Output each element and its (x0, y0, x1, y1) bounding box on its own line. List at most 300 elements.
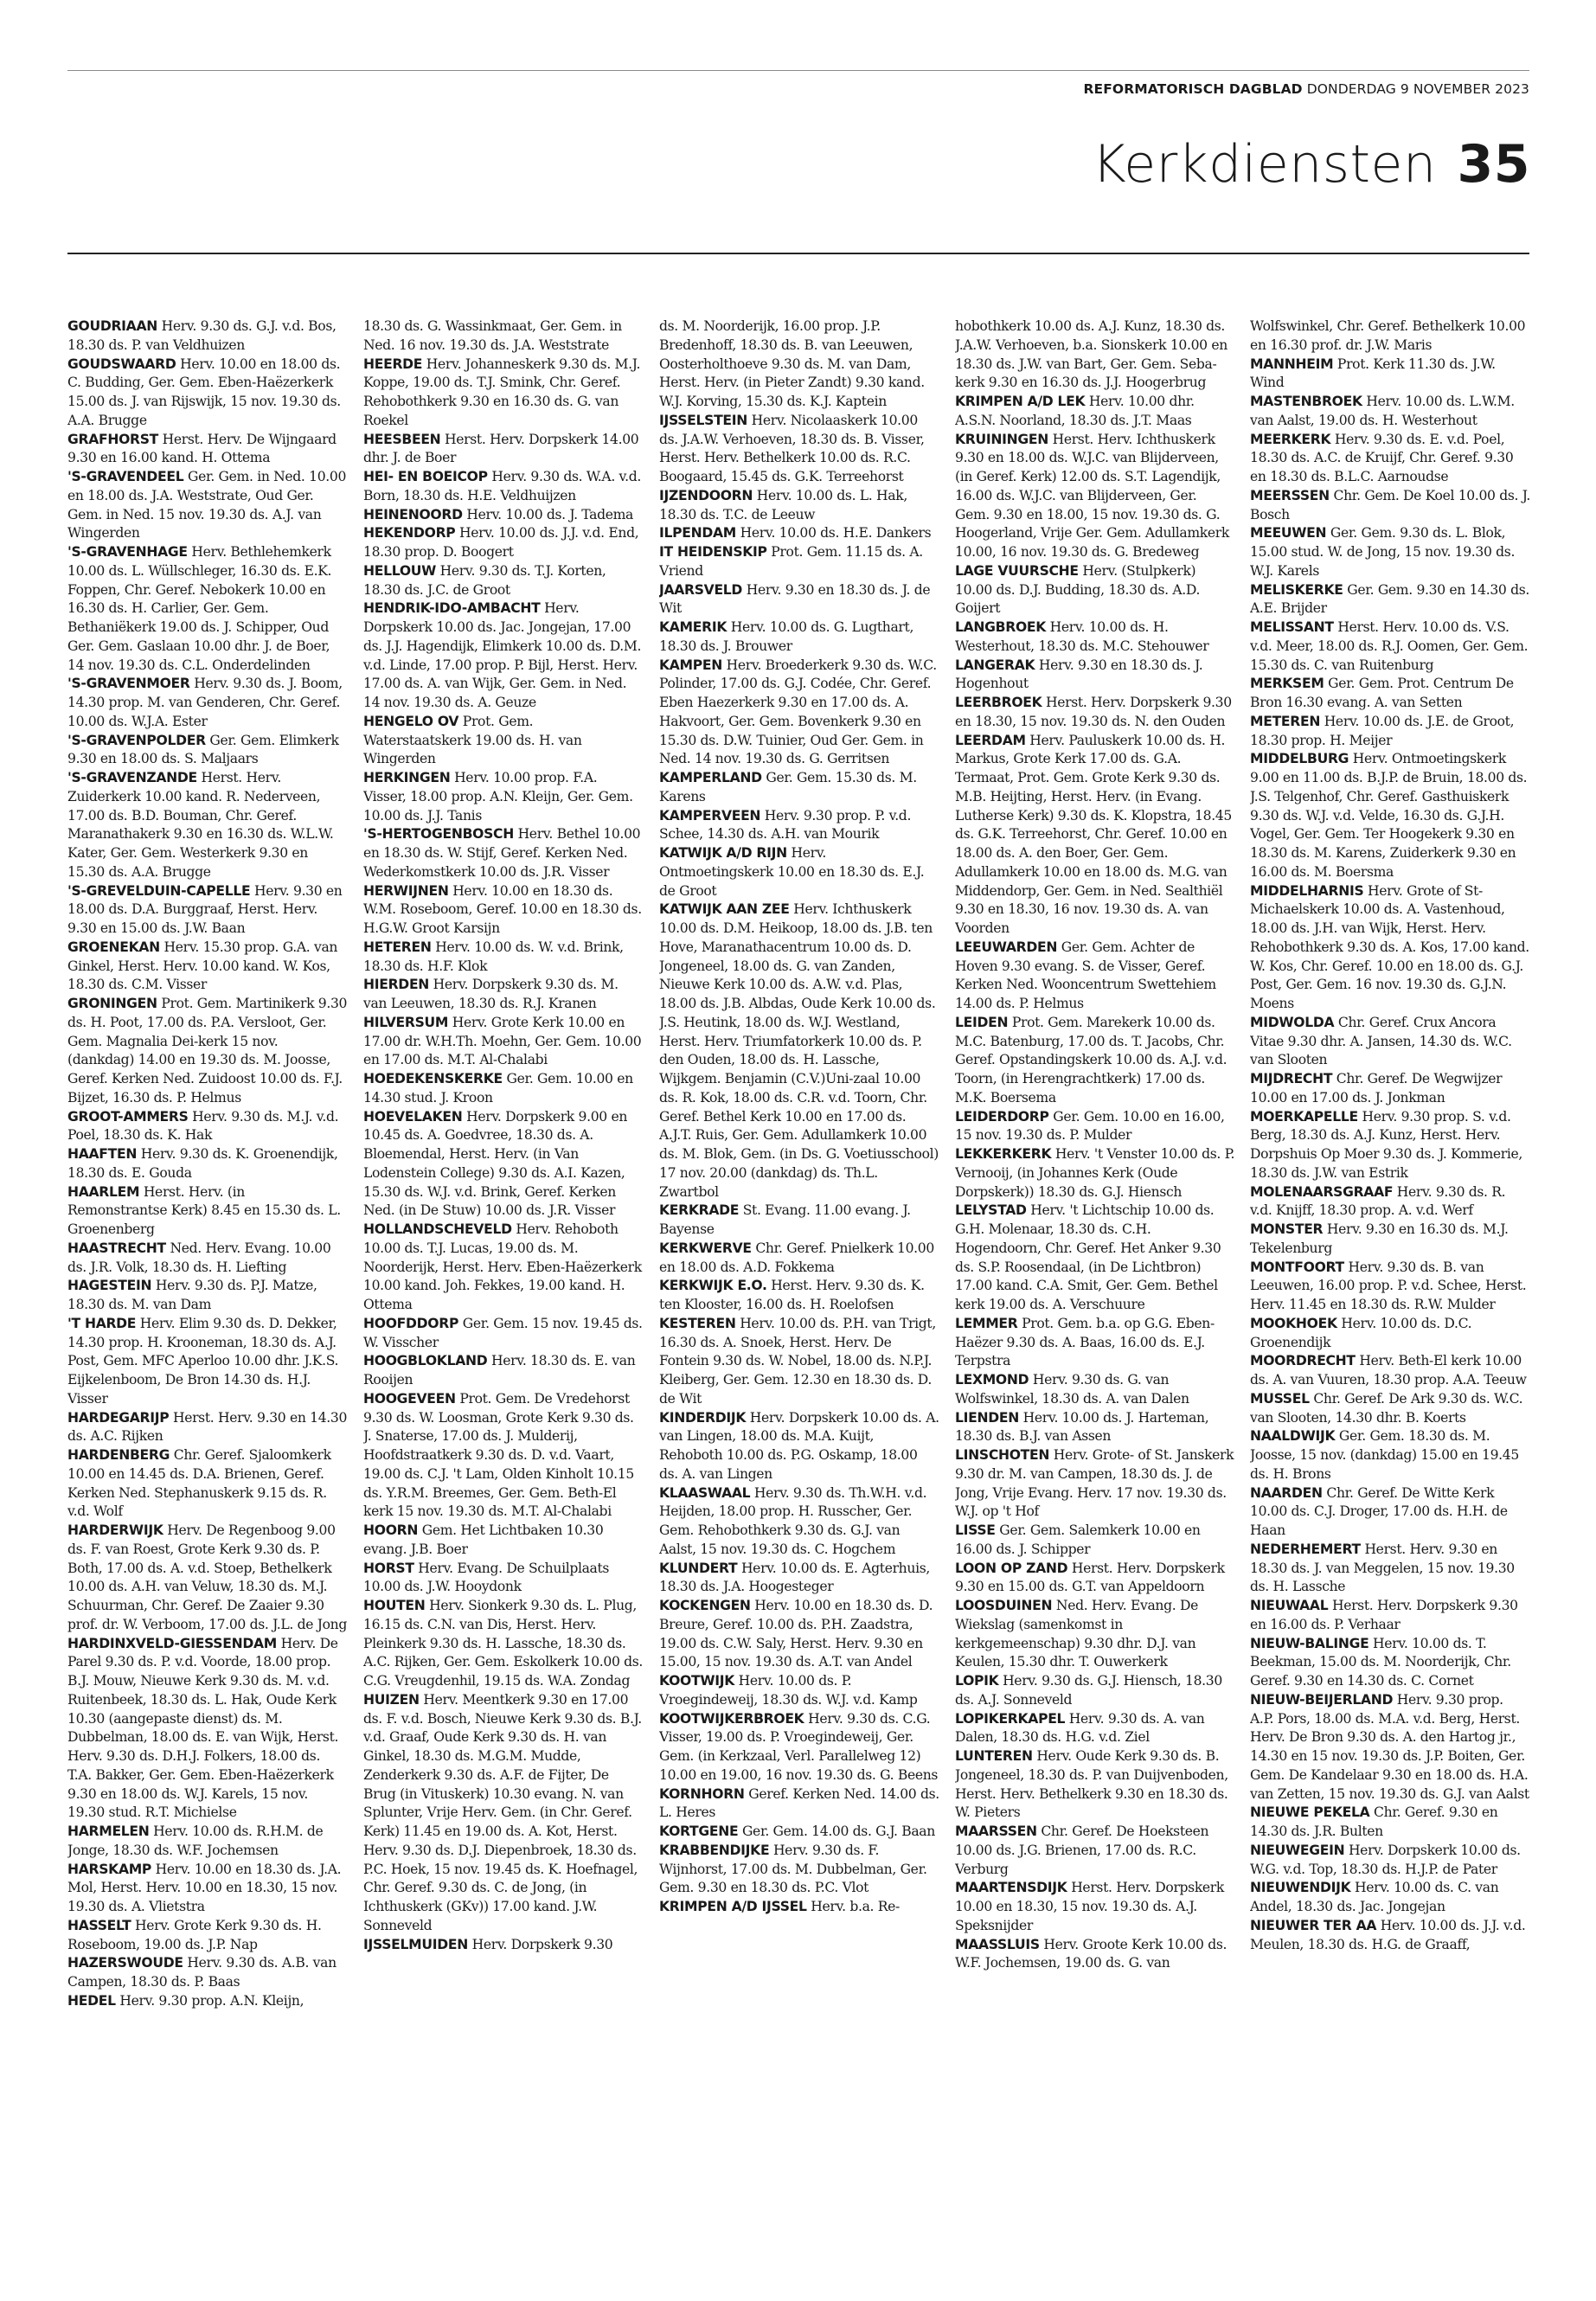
listing-details: Herv. 10.00 ds. E. Agterhuis, 18.30 ds. J.A. Hoogesteger (659, 1560, 930, 1595)
listing-entry (1250, 1541, 1530, 1597)
listing-place: JAARSVELD (659, 581, 743, 598)
listing-details: Chr. Geref. De Ark 9.30 ds. W.C. van Slooten, 14.30 dhr. B. Koerts (1250, 1390, 1523, 1426)
listing-place: KRABBENDIJKE (659, 1842, 770, 1858)
listing-place: HELLOUW (363, 562, 437, 579)
listing-place: KAMPEN (659, 657, 723, 673)
listing-place: MOOKHOEK (1250, 1315, 1337, 1331)
listing-entry (659, 1409, 939, 1484)
listing-entry (659, 1898, 939, 1917)
listing-entry (67, 1145, 348, 1183)
listing-details: Herv. 9.30 ds. A. van Dalen, 18.30 ds. H.G. v.d. Ziel (955, 1710, 1205, 1746)
listing-details: Prot. Gem. Waterstaatskerk 19.00 ds. H. van Wingerden (363, 713, 582, 767)
listing-place: LEEUWARDEN (955, 939, 1058, 955)
listing-place: MIDWOLDA (1250, 1014, 1335, 1030)
listing-details: Herv. 9.30 ds. A.B. van Campen, 18.30 ds. P. Baas (67, 1955, 337, 1990)
listing-place: LUNTEREN (955, 1748, 1033, 1764)
listing-place: GOUDSWAARD (67, 356, 176, 372)
listing-details: Herst. Herv. Zuiderkerk 10.00 kand. R. Nederveen, 17.00 ds. B.D. Bouman, Chr. Geref. Maranathakerk 9.30 en 16.30 ds. W.L.W. Kater, Ger. Gem. Westerkerk 9.30 en 15.30 ds. A.A. Brugge (67, 770, 334, 880)
listing-details: ds. M. Noorderijk, 16.00 prop. J.P. Bredenhoff, 18.30 ds. B. van Leeuwen, Oosterholthoeve 9.30 ds. M. van Dam, Herst. Herv. (in Pieter Zandt) 9.30 kand. W.J. Korving, 15.30 ds. K.J. Kaptein (659, 318, 925, 409)
listing-details: Herv. 9.30 ds. E. v.d. Poel, 18.30 ds. A.C. de Kruijf, Chr. Geref. 9.30 en 18.30 ds. B.L.C. Aarnoudse (1250, 431, 1514, 484)
listing-entry (363, 713, 644, 769)
listing-entry (1250, 1259, 1530, 1315)
listing-details: Herv. (Stulpkerk) 10.00 ds. D.J. Budding, 18.30 ds. A.D. Goijert (955, 562, 1201, 617)
listing-details: Herv. 9.30 ds. F. Wijnhorst, 17.00 ds. M. Dubbelman, Ger. Gem. 9.30 en 18.30 ds. P.C. Vlot (659, 1842, 927, 1896)
listing-entry (659, 1240, 939, 1278)
listing-details: Herst. Herv. Dorpskerk 10.00 en 18.30, 15 nov. 19.30 ds. A.J. Speksnijder (955, 1880, 1225, 1933)
listing-place: KOOTWIJK (659, 1673, 735, 1689)
listing-details: Herv. Ontmoetingskerk 9.00 en 11.00 ds. B.J.P. de Bruin, 18.00 ds. J.S. Telgenhof, Chr. Geref. Gasthuiskerk 9.30 ds. W.J. v.d. Velde, 16.30 ds. G.J.H. Vogel, Ger. Gem. Ter Hoogekerk 9.30 en 18.30 ds. M. Karens, Zuiderkerk 9.30 en 16.00 ds. M. Boersma (1250, 751, 1528, 880)
listing-entry (1250, 393, 1530, 431)
listing-entry (67, 317, 348, 356)
listing-place: HOUTEN (363, 1598, 426, 1613)
listing-entry (363, 976, 644, 1014)
listing-entry (67, 1240, 348, 1278)
listing-entry (67, 1954, 348, 1992)
listing-details: Ger. Gem. Prot. Centrum De Bron 16.30 evang. A. van Setten (1250, 676, 1514, 710)
listing-details: Herst. Herv. 9.30 en 14.30 ds. A.C. Rijken (67, 1409, 348, 1445)
listing-entry (363, 506, 644, 525)
listing-entry (1250, 356, 1530, 394)
listing-entry (363, 1390, 644, 1522)
listing-place: MOORDRECHT (1250, 1353, 1356, 1369)
listing-place: NEDERHEMERT (1250, 1541, 1361, 1557)
listing-details: Herv. 9.30 ds. G.J. Hiensch, 18.30 ds. A.J. Sonneveld (955, 1673, 1222, 1708)
listing-place: HARDEGARIJP (67, 1409, 170, 1426)
listing-details: Herv. 10.00 ds. R.H.M. de Jonge, 18.30 ds. W.F. Jochemsen (67, 1823, 324, 1858)
listing-entry (363, 1108, 644, 1221)
listing-entry (1250, 1108, 1530, 1183)
listing-entry (659, 1710, 939, 1785)
listing-entry (67, 732, 348, 770)
listing-place: HETEREN (363, 939, 432, 955)
listing-place: KRIMPEN A/D LEK (955, 394, 1086, 409)
listing-place: HERWIJNEN (363, 882, 449, 899)
listing-place: MANNHEIM (1250, 356, 1334, 372)
listing-place: MAARTENSDIJK (955, 1880, 1067, 1896)
listing-entry (67, 1635, 348, 1823)
listing-place: LANGBROEK (955, 619, 1047, 635)
listing-place: MEEUWEN (1250, 525, 1327, 542)
listing-details: Prot. Kerk 11.30 ds. J.W. Wind (1250, 356, 1496, 391)
listing-place: KERKWERVE (659, 1240, 752, 1256)
listing-details: Herst. Herv. De Wijngaard 9.30 en 16.00 kand. H. Ottema (67, 431, 337, 466)
listing-entry (659, 1842, 939, 1898)
listing-place: HUIZEN (363, 1691, 420, 1708)
listing-place: KERKRADE (659, 1202, 740, 1219)
listing-details: Herv. Dorpskerk 10.00 ds. A. van Lingen, 18.00 ds. M.A. Kuijt, Rehoboth 10.00 ds. P.G. Oskamp, 18.00 ds. A. van Lingen (659, 1409, 939, 1482)
listing-entry (659, 807, 939, 845)
listing-entry (955, 562, 1235, 619)
listing-entry (1250, 1804, 1530, 1842)
listing-place: HAZERSWOUDE (67, 1955, 183, 1971)
listing-entry (67, 675, 348, 731)
listing-entry (67, 1183, 348, 1240)
listing-details: Herv. Ontmoetingskerk 10.00 en 18.30 ds. E.J. de Groot (659, 845, 925, 899)
listing-place: NIEUWENDIJK (1250, 1880, 1351, 1896)
listing-details: Wolfswinkel, Chr. Geref. Bethelkerk 10.00 en 16.30 prof. dr. J.W. Maris (1250, 318, 1526, 353)
listing-details: Ger. Gem. Salemkerk 10.00 en 16.00 ds. J. Schipper (955, 1522, 1201, 1557)
listing-entry (1250, 1014, 1530, 1070)
listing-details: Herv. 10.00 ds. P. Vroegindeweij, 18.30 ds. W.J. v.d. Kamp (659, 1673, 918, 1708)
listing-details: Herv. 18.30 ds. E. van Rooijen (363, 1353, 636, 1388)
listing-entry (1250, 487, 1530, 525)
listing-place: GRONINGEN (67, 996, 157, 1011)
listing-details: Herv. De Parel 9.30 ds. P. v.d. Voorde, 18.00 prop. B.J. Mouw, Nieuwe Kerk 9.30 ds. M. v.d. Ruitenbeek, 18.30 ds. L. Hak, Oude Kerk 10.30 (aangepaste dienst) ds. M. Dubbelman, 18.00 ds. E. van Wijk, Herst. Herv. 9.30 ds. D.H.J. Folkers, 18.00 ds. T.A. Bakker, Ger. Gem. Eben-Haëzerkerk 9.30 en 18.00 ds. W.J. Karels, 15 nov. 19.30 stud. R.T. Michielse (67, 1635, 339, 1821)
listing-entry (363, 1560, 644, 1598)
listing-place: MEERSSEN (1250, 487, 1330, 503)
listing-entry (67, 1823, 348, 1861)
listing-place: MELISKERKE (1250, 581, 1343, 598)
listing-details: Gem. Het Lichtbaken 10.30 evang. J.B. Boer (363, 1522, 604, 1557)
listing-details: Herv. 10.00 ds. W. v.d. Brink, 18.30 ds. H.F. Klok (363, 939, 624, 974)
listing-entry (659, 412, 939, 487)
listing-entry (67, 995, 348, 1108)
listing-entry (67, 1108, 348, 1146)
listing-details: St. Evang. 11.00 evang. J. Bayense (659, 1202, 911, 1237)
listing-place: KORTGENE (659, 1823, 739, 1839)
listing-details: Ned. Herv. Evang. De Wiekslag (samenkomst in kerkgemeenschap) 9.30 dhr. D.J. van Keulen, 15.30 dhr. T. Ouwerkerk (955, 1598, 1198, 1670)
listing-entry (67, 1861, 348, 1917)
listing-details: Herv. 9.30 ds. K. Groenendijk, 18.30 ds. E. Gouda (67, 1146, 338, 1181)
listing-details: Herv. 10.00 prop. F.A. Visser, 18.00 prop. A.N. Kleijn, Ger. Gem. 10.00 ds. J.J. Tanis (363, 770, 633, 824)
listing-details: Herv. 9.30 ds. J. Boom, 14.30 prop. M. van Genderen, Chr. Geref. 10.00 ds. W.J.A. Ester (67, 676, 343, 729)
listing-place: KERKWIJK E.O. (659, 1278, 767, 1294)
listing-entry (67, 1992, 348, 2011)
listing-place: NIEUWAAL (1250, 1598, 1329, 1613)
listing-details: Herst. Herv. 10.00 ds. V.S. v.d. Meer, 18.00 ds. R.J. Oomen, Ger. Gem. 15.30 ds. C. van Ruitenburg (1250, 619, 1529, 673)
listing-entry (1250, 1183, 1530, 1221)
listing-entry (659, 769, 939, 807)
listing-place: HEERDE (363, 356, 423, 372)
listing-place: HERKINGEN (363, 770, 451, 785)
listing-entry (363, 562, 644, 600)
listing-place: IT HEIDENSKIP (659, 544, 767, 560)
listing-place: 'S-GRAVENZANDE (67, 770, 197, 785)
listing-entry (955, 619, 1235, 657)
listing-details: Ger. Gem. 9.30 ds. L. Blok, 15.00 stud. W. de Jong, 15 nov. 19.30 ds. W.J. Karels (1250, 525, 1516, 579)
listing-details: Herv. 10.00 ds. P.H. van Trigt, 16.30 ds. A. Snoek, Herst. Herv. De Fontein 9.30 ds. W. Nobel, 18.00 ds. N.P.J. Kleiberg, Ger. Gem. 12.30 en 18.30 ds. D. de Wit (659, 1315, 936, 1407)
listing-place: HIERDEN (363, 977, 430, 993)
listing-entry (1250, 1879, 1530, 1917)
listing-entry (1250, 1635, 1530, 1691)
listing-entry (363, 939, 644, 977)
listing-place: LEKKERKERK (955, 1146, 1052, 1162)
listing-entry (363, 1936, 644, 1955)
listing-entry (1250, 1352, 1530, 1390)
listing-place: 'S-GRAVENHAGE (67, 544, 188, 560)
listing-place: KATWIJK AAN ZEE (659, 901, 790, 918)
listing-entry (659, 524, 939, 543)
listing-entry (1250, 431, 1530, 487)
listing-details: Herv. Dorpskerk 9.00 en 10.45 ds. A. Goedvree, 18.30 ds. A. Bloemendal, Herst. Herv. (in Van Lodenstein College) 9.30 ds. A.I. Kazen, 15.30 ds. W.J. v.d. Brink, Geref. Kerken Ned. (in De Stuw) 10.00 ds. J.R. Visser (363, 1108, 628, 1219)
listing-entry (955, 657, 1235, 695)
listing-entry (363, 1597, 644, 1691)
listing-entry (67, 543, 348, 675)
listing-place: 'S-GRAVENMOER (67, 676, 190, 692)
listing-place: NIEUWE PEKELA (1250, 1804, 1370, 1821)
listing-place: LOOSDUINEN (955, 1598, 1053, 1613)
listing-details: Herv. Dorpskerk 10.00 ds. W.G. v.d. Top, 18.30 ds. H.J.P. de Pater (1250, 1842, 1521, 1877)
listing-entry (659, 844, 939, 901)
listing-entry (1250, 1597, 1530, 1635)
listing-details: Herv. Rehoboth 10.00 ds. T.J. Lucas, 19.00 ds. M. Noorderijk, Herst. Herv. Eben-Haëzerkerk 10.00 kand. Joh. Fekkes, 19.00 kand. H. Ottema (363, 1221, 642, 1312)
listing-place: MEERKERK (1250, 431, 1331, 447)
listing-place: MOERKAPELLE (1250, 1108, 1358, 1125)
listing-details: Ger. Gem. 15 nov. 19.45 ds. W. Visscher (363, 1315, 643, 1350)
section-rule (67, 253, 1529, 254)
masthead (1084, 81, 1529, 97)
listing-entry (1250, 713, 1530, 751)
listing-entry (955, 317, 1235, 393)
listing-entry (955, 1936, 1235, 1974)
listing-entry (363, 825, 644, 881)
listing-details: Herv. 10.00 ds. J.J. v.d. Meulen, 18.30 ds. H.G. de Graaff, (1250, 1917, 1526, 1952)
listing-details: Herv. 9.30 prop. P. v.d. Schee, 14.30 ds. A.H. van Mourik (659, 807, 912, 843)
listing-place: NIEUWEGEIN (1250, 1842, 1345, 1858)
listing-details: Chr. Geref. Pnielkerk 10.00 en 18.00 ds. A.D. Fokkema (659, 1240, 934, 1275)
listing-details: Herv. 10.00 ds. G. Lugthart, 18.30 ds. J. Brouwer (659, 619, 914, 654)
listing-details: Ned. Herv. Evang. 10.00 ds. J.R. Volk, 18.30 ds. H. Liefting (67, 1240, 331, 1275)
listing-place: HARDENBERG (67, 1447, 170, 1463)
listing-entry (955, 1597, 1235, 1672)
publication-name: REFORMATORISCH DAGBLAD (1083, 81, 1303, 97)
listing-entry (363, 468, 644, 506)
listing-entry (1250, 1842, 1530, 1880)
listing-place: METEREN (1250, 713, 1321, 729)
listing-details: Herv. Ichthuskerk 10.00 ds. D.M. Heikoop, 18.00 ds. J.B. ten Hove, Maranathacentrum 10.00 ds. D. Jongeneel, 18.00 ds. G. van Zanden, Nieuwe Kerk 10.00 ds. A.W. v.d. Plas, 18.00 ds. J.B. Albdas, Oude Kerk 10.00 ds. J.S. Heutink, 18.00 ds. W.J. Westland, Herst. Herv. Triumfatorkerk 10.00 ds. P. den Ouden, 18.00 ds. H. Lassche, Wijkgem. Benjamin (C.V.)Uni-zaal 10.00 ds. R. Kok, 18.00 ds. C.R. v.d. Toorn, Chr. Geref. Bethel Kerk 10.00 en 17.00 ds. A.J.T. Ruis, Ger. Gem. Adullamkerk 10.00 ds. M. Blok, Gem. (in Ds. G. Voetiusschool) 17 nov. 20.00 (dankdag) ds. Th.L. Zwartbol (659, 901, 939, 1200)
listing-place: HASSELT (67, 1917, 131, 1933)
listing-details: Herv. 10.00 en 18.30 ds. W.M. Roseboom, Geref. 10.00 en 18.30 ds. H.G.W. Groot Karsijn (363, 882, 642, 936)
listing-details: Herst. Herv. Ichthuskerk 9.30 en 18.00 ds. W.J.C. van Blijderveen, (in Geref. Kerk) 12.00 ds. S.T. Lagendijk, 16.00 ds. W.J.C. van Blijderveen, Ger. Gem. 9.30 en 18.00, 15 nov. 19.30 ds. G. Hoogerland, Vrije Ger. Gem. Adullamkerk 10.00, 16 nov. 19.30 ds. G. Bredeweg (955, 431, 1229, 560)
listing-details: Chr. Gem. De Koel 10.00 ds. J. Bosch (1250, 487, 1530, 522)
listing-details: Herv. 9.30 en 18.30 ds. J. Hogenhout (955, 657, 1203, 692)
listing-entry (659, 1823, 939, 1842)
listing-details: Herv. Bethel 10.00 en 18.30 ds. W. Stijf, Geref. Kerken Ned. Wederkomstkerk 10.00 ds. J.R. Visser (363, 826, 641, 880)
listing-details: Herv. 9.30 ds. B. van Leeuwen, 16.00 prop. P. v.d. Schee, Herst. Herv. 11.45 en 18.30 ds. R.W. Mulder (1250, 1259, 1527, 1312)
listing-place: HEDEL (67, 1992, 116, 2009)
listing-place: LAGE VUURSCHE (955, 562, 1079, 579)
listing-place: NIEUWER TER AA (1250, 1917, 1377, 1933)
listing-details: Herv. 10.00 ds. T. Beekman, 15.00 ds. M. Noorderijk, Chr. Geref. 9.30 en 14.30 ds. C. Cornet (1250, 1635, 1511, 1689)
listing-entry (363, 356, 644, 431)
listing-entry (955, 1672, 1235, 1710)
section-header (1092, 134, 1530, 195)
listing-details: Herv. 15.30 prop. G.A. van Ginkel, Herst. Herv. 10.00 kand. W. Kos, 18.30 ds. C.M. Visser (67, 939, 338, 993)
listing-entry (363, 599, 644, 713)
listing-details: Herv. 9.30 prop. S. v.d. Berg, 18.30 ds. A.J. Kunz, Herst. Herv. Dorpshuis Op Moer 9.30 ds. J. Kommerie, 18.30 ds. J.W. van Estrik (1250, 1108, 1523, 1181)
listing-details: Herv. 9.30 en 18.30 ds. J. de Wit (659, 581, 931, 617)
listing-entry (363, 524, 644, 562)
listing-entry (363, 1522, 644, 1560)
listing-details: Prot. Gem. b.a. op G.G. Eben-Haëzer 9.30 ds. A. Baas, 16.00 ds. E.J. Terpstra (955, 1315, 1215, 1369)
listing-details: Herv. 10.00 ds. H.E. Dankers (740, 525, 932, 542)
listing-entry (659, 901, 939, 1202)
listing-entry (659, 1597, 939, 1672)
listing-entry (659, 1785, 939, 1823)
listing-place: HARDERWIJK (67, 1522, 163, 1538)
listing-place: 'T HARDE (67, 1315, 137, 1331)
listing-entry (363, 1315, 644, 1353)
listing-place: MIDDELHARNIS (1250, 882, 1364, 899)
listing-place: HARDINXVELD-GIESSENDAM (67, 1635, 277, 1651)
listing-entry (67, 939, 348, 995)
listing-place: KAMPERLAND (659, 770, 762, 785)
listing-place: LEIDEN (955, 1014, 1009, 1030)
listing-details: 18.30 ds. G. Wassinkmaat, Ger. Gem. in Ned. 16 nov. 19.30 ds. J.A. Weststrate (363, 318, 622, 353)
listing-details: Herv. Dorpskerk 10.00 ds. Jac. Jongejan, 17.00 ds. J.J. Hagendijk, Elimkerk 10.00 ds. D.M. v.d. Linde, 17.00 prop. P. Bijl, Herst. Herv. 17.00 ds. A. van Wijk, Ger. Gem. in Ned. 14 nov. 19.30 ds. A. Geuze (363, 600, 642, 710)
listing-details: Herv. De Regenboog 9.00 ds. F. van Roest, Grote Kerk 9.30 ds. P. Both, 17.00 ds. A. v.d. Stoep, Bethelkerk 10.00 ds. A.H. van Veluw, 18.30 ds. M.J. Schuurman, Chr. Geref. De Zaaier 9.30 prof. dr. W. Verboom, 17.00 ds. J.L. de Jong (67, 1522, 347, 1632)
listing-place: LOON OP ZAND (955, 1560, 1068, 1576)
listing-place: LELYSTAD (955, 1202, 1027, 1219)
listing-details: Herst. Herv. Dorpskerk 14.00 dhr. J. de Boer (363, 431, 639, 466)
listing-entry (955, 1202, 1235, 1315)
listing-entry (955, 393, 1235, 431)
listing-details: Prot. Gem. 11.15 ds. A. Vriend (659, 544, 923, 579)
listing-place: IJZENDOORN (659, 487, 753, 503)
listing-place: NAALDWIJK (1250, 1428, 1336, 1445)
listing-place: KORNHORN (659, 1785, 745, 1802)
listing-entry (955, 732, 1235, 939)
listing-place: ILPENDAM (659, 525, 737, 542)
listing-details: Ger. Gem. Elimkerk 9.30 en 18.00 ds. S. Maljaars (67, 732, 339, 767)
listing-entry (1250, 1427, 1530, 1484)
listing-entry (363, 1221, 644, 1315)
header-rule-top (67, 70, 1529, 71)
listing-details: Herv. Dorpskerk 9.30 ds. M. van Leeuwen, 18.30 ds. R.J. Kranen (363, 977, 619, 1011)
listing-details: Herv. 9.30 ds. G.J. v.d. Bos, 18.30 ds. P. van Veldhuizen (67, 318, 337, 353)
listing-place: IJSSELSTEIN (659, 412, 748, 428)
publication-date: DONDERDAG 9 NOVEMBER 2023 (1306, 81, 1529, 97)
listing-place: HAASTRECHT (67, 1240, 166, 1256)
listing-entry (659, 581, 939, 619)
listing-details: hobothkerk 10.00 ds. A.J. Kunz, 18.30 ds. J.A.W. Verhoeven, b.a. Sionskerk 10.00 en 18.30 ds. J.W. van Bart, Ger. Gem. Seba-kerk 9.30 en 16.30 ds. J.J. Hoogerbrug (955, 318, 1227, 391)
listing-details: Herv. Grote Kerk 9.30 ds. H. Roseboom, 19.00 ds. J.P. Nap (67, 1917, 322, 1952)
listings-column-5 (1250, 317, 1530, 2290)
listing-details: Herst. Herv. Dorpskerk 9.30 en 18.30, 15 nov. 19.30 ds. N. den Ouden (955, 695, 1232, 729)
listing-entry (955, 1560, 1235, 1598)
listing-entry (955, 939, 1235, 1014)
listing-entry (363, 1070, 644, 1108)
listing-details: Herv. 9.30 ds. P.J. Matze, 18.30 ds. M. van Dam (67, 1278, 317, 1312)
listing-entry (1250, 1221, 1530, 1259)
listing-details: Herv. Evang. De Schuilplaats 10.00 ds. J.W. Hooydonk (363, 1560, 610, 1595)
listing-entry (659, 1315, 939, 1409)
listing-details: Herv. b.a. Re- (811, 1899, 900, 1914)
listing-details: Herv. Bethlehemkerk 10.00 ds. L. Wüllschleger, 16.30 ds. E.K. Foppen, Chr. Geref. Nebokerk 10.00 en 16.30 ds. H. Carlier, Ger. Gem. Bethaniëkerk 19.00 ds. J. Schipper, Oud Ger. Gem. Gaslaan 10.00 dhr. J. de Boer, 14 nov. 19.30 ds. C.L. Onderdelinden (67, 544, 332, 673)
listing-details: Herv. Beth-El kerk 10.00 ds. A. van Vuuren, 18.30 prop. A.A. Teeuw (1250, 1353, 1527, 1388)
listing-place: LEIDERDORP (955, 1108, 1049, 1125)
listing-place: GROOT-AMMERS (67, 1108, 189, 1125)
listing-details: Chr. Geref. 9.30 en 14.30 ds. J.R. Bulten (1250, 1804, 1498, 1839)
listing-place: LEERDAM (955, 732, 1026, 748)
listing-details: Herv. 10.00 ds. J. Harteman, 18.30 ds. B.J. van Assen (955, 1409, 1209, 1445)
listing-place: KOCKENGEN (659, 1598, 751, 1613)
listing-place: LEERBROEK (955, 695, 1042, 710)
listing-place: HOLLANDSCHEVELD (363, 1221, 512, 1237)
listing-place: MASTENBROEK (1250, 394, 1362, 409)
listing-entry (363, 431, 644, 469)
listing-details: Ger. Gem. 9.30 en 14.30 ds. A.E. Brijder (1250, 581, 1529, 617)
listing-details: Herv. 9.30 ds. G. van Wolfswinkel, 18.30 ds. A. van Dalen (955, 1372, 1189, 1407)
listing-place: KLUNDERT (659, 1560, 738, 1576)
listing-details: Herv. Grote- of St. Janskerk 9.30 dr. M. van Campen, 18.30 ds. J. de Jong, Vrije Evang. Herv. 17 nov. 19.30 ds. W.J. op 't Hof (955, 1447, 1234, 1520)
listing-place: NIEUW-BEIJERLAND (1250, 1691, 1394, 1708)
listing-details: Herv. 10.00 ds. J.E. de Groot, 18.30 prop. H. Meijer (1250, 713, 1515, 748)
listing-entry (659, 619, 939, 657)
listing-entry (67, 356, 348, 431)
listing-entry (1250, 1070, 1530, 1108)
listing-details: Geref. Kerken Ned. 14.00 ds. L. Heres (659, 1785, 939, 1821)
listing-details: Herv. 9.30 en 16.30 ds. M.J. Tekelenburg (1250, 1221, 1509, 1256)
listing-entry (659, 1277, 939, 1315)
listing-place: KAMPERVEEN (659, 807, 761, 824)
listing-entry (659, 657, 939, 770)
listing-place: HOOGBLOKLAND (363, 1353, 488, 1369)
listing-place: HEKENDORP (363, 525, 456, 542)
listing-entry (1250, 675, 1530, 713)
listing-details: Herv. 10.00 en 18.00 ds. C. Budding, Ger. Gem. Eben-Haëzerkerk 15.00 ds. J. van Rijswijk, 15 nov. 19.30 ds. A.A. Brugge (67, 356, 341, 428)
listing-entry (67, 882, 348, 939)
listing-entry (363, 1352, 644, 1390)
listing-entry (955, 1371, 1235, 1409)
listing-place: HOEVELAKEN (363, 1108, 463, 1125)
listing-details: Ger. Gem. in Ned. 10.00 en 18.00 ds. J.A. Weststrate, Oud Ger. Gem. in Ned. 15 nov. 19.30 ds. A.J. van Wingerden (67, 469, 347, 542)
listing-place: KESTEREN (659, 1315, 736, 1331)
listing-details: Herv. 't Lichtschip 10.00 ds. G.H. Molenaar, 18.30 ds. C.H. Hogendoorn, Chr. Geref. Het Anker 9.30 ds. S.P. Roosendaal, (in De Lichtbron) 17.00 kand. C.A. Smit, Ger. Gem. Bethel kerk 19.00 ds. A. Verschuure (955, 1202, 1221, 1312)
listing-entry (363, 317, 644, 356)
listing-details: Herv. 9.30 ds. W.A. v.d. Born, 18.30 ds. H.E. Veldhuijzen (363, 469, 641, 503)
listing-details: Herv. 10.00 en 18.30 ds. J.A. Mol, Herst. Herv. 10.00 en 18.30, 15 nov. 19.30 ds. A. Vlietstra (67, 1861, 342, 1914)
listing-place: HORST (363, 1560, 414, 1576)
listing-entry (955, 431, 1235, 562)
listing-entry (67, 1917, 348, 1955)
listing-place: KRIMPEN A/D IJSSEL (659, 1899, 807, 1914)
listing-entry (659, 1672, 939, 1710)
listing-entry (363, 769, 644, 825)
listing-details: Herv. Broederkerk 9.30 ds. W.C. Polinder, 17.00 ds. G.J. Codée, Chr. Geref. Eben Haezerkerk 9.30 en 17.00 ds. A. Hakvoort, Ger. Gem. Bovenkerk 9.30 en 15.30 ds. D.W. Tuinier, Oud Ger. Gem. in Ned. 14 nov. 19.30 ds. G. Gerritsen (659, 657, 937, 767)
listing-entry (955, 1446, 1235, 1522)
listing-place: HEESBEEN (363, 431, 441, 447)
listings-column-1 (67, 317, 348, 2290)
listing-place: KOOTWIJKERBROEK (659, 1710, 804, 1727)
listing-entry (1250, 1917, 1530, 1955)
listings-column-3 (659, 317, 939, 2290)
section-title: Kerkdiensten (1092, 134, 1437, 195)
listing-place: MIJDRECHT (1250, 1071, 1333, 1086)
listing-place: LISSE (955, 1522, 996, 1538)
listing-details: Chr. Geref. De Wegwijzer 10.00 en 17.00 ds. J. Jonkman (1250, 1071, 1503, 1106)
listing-place: HAARLEM (67, 1183, 140, 1200)
listing-entry (67, 1277, 348, 1315)
listing-place: LEXMOND (955, 1372, 1029, 1388)
listing-place: LINSCHOTEN (955, 1447, 1050, 1463)
listing-place: KAMERIK (659, 619, 727, 635)
listing-details: Herv. Pauluskerk 10.00 ds. H. Markus, Grote Kerk 17.00 ds. G.A. Termaat, Prot. Gem. Grote Kerk 9.30 ds. M.B. Heijting, Herst. Herv. (in Evang. Lutherse Kerk) 9.30 ds. K. Klopstra, 18.45 ds. G.K. Terreehorst, Chr. Geref. 10.00 en 18.00 ds. A. den Boer, Ger. Gem. Adullamkerk 10.00 en 18.00 ds. M.G. van Middendorp, Ger. Gem. in Ned. Sealthiël 9.30 en 18.30, 16 nov. 19.30 ds. A. van Voorden (955, 732, 1233, 936)
listing-details: Herv. 10.00 ds. L.W.M. van Aalst, 19.00 ds. H. Westerhout (1250, 394, 1515, 428)
listing-details: Prot. Gem. De Vredehorst 9.30 ds. W. Loosman, Grote Kerk 9.30 ds. J. Snaterse, 17.00 ds. J. Mulderij, Hoofdstraatkerk 9.30 ds. D. v.d. Vaart, 19.00 ds. C.J. 't Lam, Olden Kinholt 10.15 ds. Y.R.M. Breemes, Ger. Gem. Beth-El kerk 15 nov. 19.30 ds. M.T. Al-Chalabi (363, 1390, 634, 1520)
listing-details: Herv. 10.00 dhr. A.S.N. Noorland, 18.30 ds. J.T. Maas (955, 394, 1195, 428)
listing-details: Herst. Herv. Dorpskerk 9.30 en 15.00 ds. G.T. van Appeldoorn (955, 1560, 1225, 1595)
listing-entry (659, 1484, 939, 1560)
listing-place: LANGERAK (955, 657, 1035, 673)
listing-details: Chr. Geref. Sjaloomkerk 10.00 en 14.45 ds. D.A. Brienen, Geref. Kerken Ned. Stephanuskerk 9.15 ds. R. v.d. Wolf (67, 1447, 331, 1520)
listing-place: HENGELO OV (363, 713, 459, 729)
listing-place: HOOFDDORP (363, 1315, 459, 1331)
listing-details: Herv. Groote Kerk 10.00 ds. W.F. Jochemsen, 19.00 ds. G. van (955, 1936, 1227, 1971)
listing-details: Herv. 9.30 ds. T.J. Korten, 18.30 ds. J.C. de Groot (363, 562, 606, 598)
listing-place: NAARDEN (1250, 1484, 1323, 1501)
listing-place: MAASSLUIS (955, 1936, 1040, 1952)
